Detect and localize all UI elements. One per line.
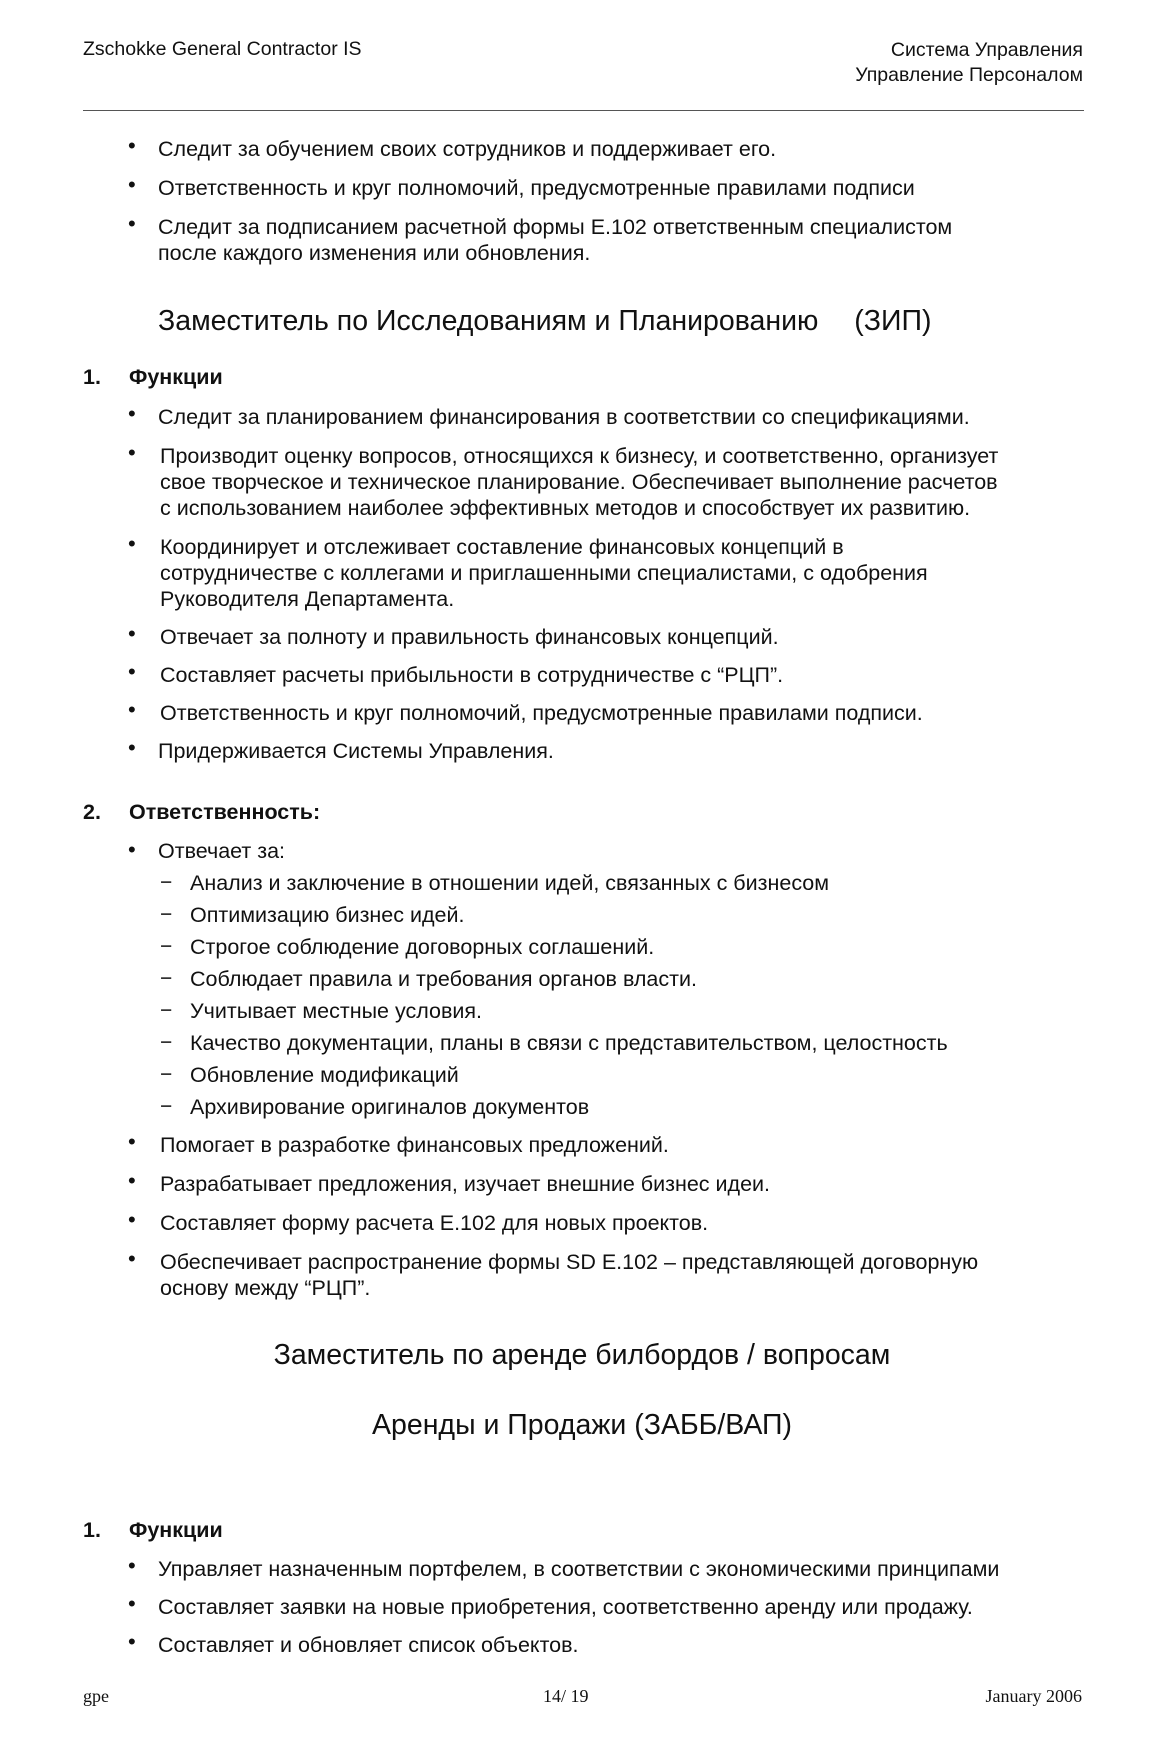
dash-icon: − [160, 1095, 173, 1118]
dash-icon: − [160, 871, 173, 894]
bullet-icon: • [128, 1168, 136, 1193]
dash-icon: − [160, 1063, 173, 1086]
section-heading [158, 304, 931, 338]
bullet-icon: • [128, 1129, 136, 1154]
sub-list-item: Строгое соблюдение договорных соглашений. [190, 935, 655, 959]
bullet-icon: • [128, 1207, 136, 1232]
subsection-title: Функции [129, 365, 223, 389]
list-item: Составляет расчеты прибыльности в сотрудничестве с “РЦП”. [160, 663, 784, 687]
header-right-line1: Система Управления [890, 39, 1083, 61]
list-item: Следит за обучением своих сотрудников и поддерживает его. [158, 137, 777, 161]
company-name: Zschokke General Contractor IS [83, 38, 362, 60]
bullet-icon: • [128, 211, 136, 236]
bullet-icon: • [128, 1591, 136, 1616]
list-item: Ответственность и круг полномочий, предусмотренные правилами подписи. [160, 701, 923, 725]
sub-list-item: Учитывает местные условия. [190, 999, 483, 1023]
header-divider [83, 110, 1084, 111]
dash-icon: − [160, 903, 173, 926]
bullet-icon: • [128, 401, 136, 426]
list-item: Производит оценку вопросов, относящихся к бизнесу, и соответственно, организует [160, 444, 999, 468]
list-item: Управляет назначенным портфелем, в соответствии с экономическими принципами [158, 1557, 1000, 1581]
list-item-continuation: основу между “РЦП”. [160, 1276, 371, 1300]
list-item: Придерживается Системы Управления. [158, 739, 554, 763]
list-item-continuation: сотрудничестве с коллегами и приглашенными специалистами, с одобрения [160, 561, 928, 585]
sub-list-item: Обновление модификаций [190, 1063, 459, 1087]
list-item: Координирует и отслеживает составление финансовых концепций в [160, 535, 844, 559]
subsection-title: Ответственность: [129, 800, 321, 824]
bullet-icon: • [128, 440, 136, 465]
subsection-title: Функции [129, 1518, 223, 1542]
bullet-icon: • [128, 1553, 136, 1578]
list-item: Помогает в разработке финансовых предложений. [160, 1133, 669, 1157]
dash-icon: − [160, 1031, 173, 1054]
bullet-icon: • [128, 697, 136, 722]
list-number: 2. [83, 800, 101, 824]
list-item: Обеспечивает распространение формы SD E.102 – представляющей договорную [160, 1250, 979, 1274]
bullet-icon: • [128, 133, 136, 158]
bullet-icon: • [128, 735, 136, 760]
list-number: 1. [83, 1518, 101, 1542]
dash-icon: − [160, 967, 173, 990]
list-item: Составляет заявки на новые приобретения, соответственно аренду или продажу. [158, 1595, 973, 1619]
footer-date: January 2006 [985, 1686, 1082, 1706]
bullet-icon: • [128, 659, 136, 684]
list-number: 1. [83, 365, 101, 389]
bullet-icon: • [128, 172, 136, 197]
section-heading-line1: Заместитель по аренде билбордов / вопросам [273, 1339, 891, 1371]
list-item: Отвечает за полноту и правильность финансовых концепций. [160, 625, 779, 649]
list-item: Разрабатывает предложения, изучает внешние бизнес идеи. [160, 1172, 771, 1196]
sub-list-item: Качество документации, планы в связи с представительством, целостность [190, 1031, 948, 1055]
list-item: Составляет и обновляет список объектов. [158, 1633, 579, 1657]
sub-list-item: Оптимизацию бизнес идей. [190, 903, 465, 927]
sub-list-item: Анализ и заключение в отношении идей, связанных с бизнесом [190, 871, 830, 895]
list-item: Составляет форму расчета E.102 для новых проектов. [160, 1211, 709, 1235]
bullet-icon: • [128, 837, 136, 862]
list-item-continuation: Руководителя Департамента. [160, 587, 455, 611]
list-item-continuation: с использованием наиболее эффективных методов и способствует их развитию. [160, 496, 971, 520]
list-item: Следит за планированием финансирования в соответствии со спецификациями. [158, 405, 970, 429]
header-right-line2: Управление Персоналом [855, 64, 1083, 86]
list-item: Ответственность и круг полномочий, предусмотренные правилами подписи [158, 176, 915, 200]
bullet-icon: • [128, 1246, 136, 1271]
dash-icon: − [160, 935, 173, 958]
section-heading-line2: Аренды и Продажи (ЗАББ/ВАП) [371, 1409, 793, 1441]
bullet-icon: • [128, 531, 136, 556]
dash-icon: − [160, 999, 173, 1022]
list-item: Отвечает за: [158, 839, 286, 863]
section-abbr: (ЗИП) [854, 305, 932, 337]
bullet-icon: • [128, 1629, 136, 1654]
list-item: Следит за подписанием расчетной формы E.102 ответственным специалистом [158, 215, 953, 239]
bullet-icon: • [128, 621, 136, 646]
page-number: 14/ 19 [543, 1686, 589, 1706]
section-title: Заместитель по Исследованиям и Планированию [158, 305, 819, 337]
footer-author: gpe [83, 1686, 109, 1706]
list-item-continuation: свое творческое и техническое планирование. Обеспечивает выполнение расчетов [160, 470, 998, 494]
list-item-continuation: после каждого изменения или обновления. [158, 241, 591, 265]
header-system-title [855, 38, 1083, 88]
page-header [83, 38, 1083, 88]
sub-list-item: Соблюдает правила и требования органов власти. [190, 967, 697, 991]
sub-list-item: Архивирование оригиналов документов [190, 1095, 590, 1119]
